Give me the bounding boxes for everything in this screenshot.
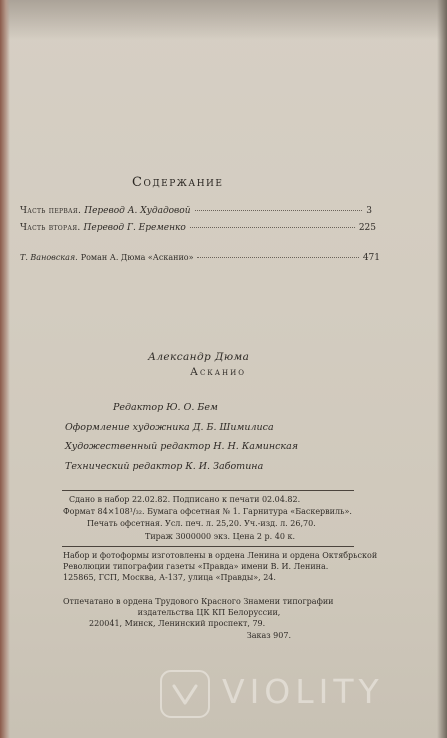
book-author: Александр Дюма bbox=[148, 351, 250, 363]
imprint-line: Тираж 3000000 экз. Цена 2 р. 40 к. bbox=[145, 531, 296, 541]
imprint-line: Революции типографии газеты «Правда» имени В. И. Ленина. bbox=[63, 562, 329, 571]
imprint-press bbox=[63, 596, 355, 641]
toc-part-label: Часть первая. bbox=[20, 206, 82, 216]
toc-entry-part-one bbox=[20, 206, 372, 220]
toc-page-number: 225 bbox=[358, 223, 376, 233]
toc-page-number: 471 bbox=[362, 253, 380, 263]
watermark bbox=[160, 666, 430, 722]
imprint-line: издательства ЦК КП Белоруссии, bbox=[137, 608, 281, 618]
imprint-line: 220041, Минск, Ленинский проспект, 79. bbox=[89, 619, 266, 629]
book-title: Асканио bbox=[190, 366, 246, 378]
page-edge-right bbox=[437, 0, 447, 738]
toc-leader-dots bbox=[195, 210, 363, 211]
violity-logo-icon bbox=[160, 670, 210, 718]
toc-afterword-author: Т. Вановская. bbox=[20, 253, 78, 262]
imprint-typesetting bbox=[63, 550, 377, 583]
toc-translator: Перевод Г. Еременко bbox=[83, 223, 186, 233]
credit-tech-editor: Технический редактор К. И. Заботина bbox=[65, 460, 264, 472]
toc-leader-dots bbox=[197, 257, 358, 258]
imprint-rule-top bbox=[62, 490, 354, 491]
imprint-order: Заказ 907. bbox=[246, 630, 291, 640]
credit-editor: Редактор Ю. О. Бем bbox=[113, 402, 218, 413]
toc-afterword-title: Роман А. Дюма «Асканио» bbox=[80, 253, 194, 262]
toc-entry-part-two bbox=[20, 223, 376, 237]
page-edge-left bbox=[0, 0, 10, 738]
toc-leader-dots bbox=[190, 227, 355, 228]
toc-translator: Перевод А. Худадовой bbox=[84, 206, 191, 216]
imprint-line: Набор и фотоформы изготовлены в ордена Ленина и ордена Октябрьской bbox=[63, 551, 378, 560]
imprint-print-data bbox=[63, 494, 352, 543]
imprint-line: Формат 84×108¹/₃₂. Бумага офсетная № 1. Гарнитура «Баскервиль». bbox=[63, 507, 352, 517]
toc-entry-afterword bbox=[20, 253, 380, 267]
credit-art-editor: Художественный редактор Н. Н. Каминская bbox=[65, 441, 299, 452]
toc-heading: Содержание bbox=[132, 175, 224, 190]
credits-block bbox=[65, 398, 298, 476]
toc-page-number: 3 bbox=[366, 206, 372, 216]
watermark-text: VIOLITY bbox=[222, 672, 384, 711]
imprint-line: Сдано в набор 22.02.82. Подписано к печати 02.04.82. bbox=[69, 495, 301, 504]
imprint-line: Отпечатано в ордена Трудового Красного Знамени типографии bbox=[63, 597, 334, 606]
imprint-rule-mid bbox=[62, 546, 354, 547]
credit-designer: Оформление художника Д. Б. Шимилиса bbox=[65, 421, 274, 433]
top-shadow bbox=[0, 0, 447, 40]
imprint-line: 125865, ГСП, Москва, А-137, улица «Правды», 24. bbox=[63, 573, 276, 582]
toc-part-label: Часть вторая. bbox=[20, 223, 81, 233]
imprint-line: Печать офсетная. Усл. печ. л. 25,20. Уч.-изд. л. 26,70. bbox=[87, 519, 316, 529]
